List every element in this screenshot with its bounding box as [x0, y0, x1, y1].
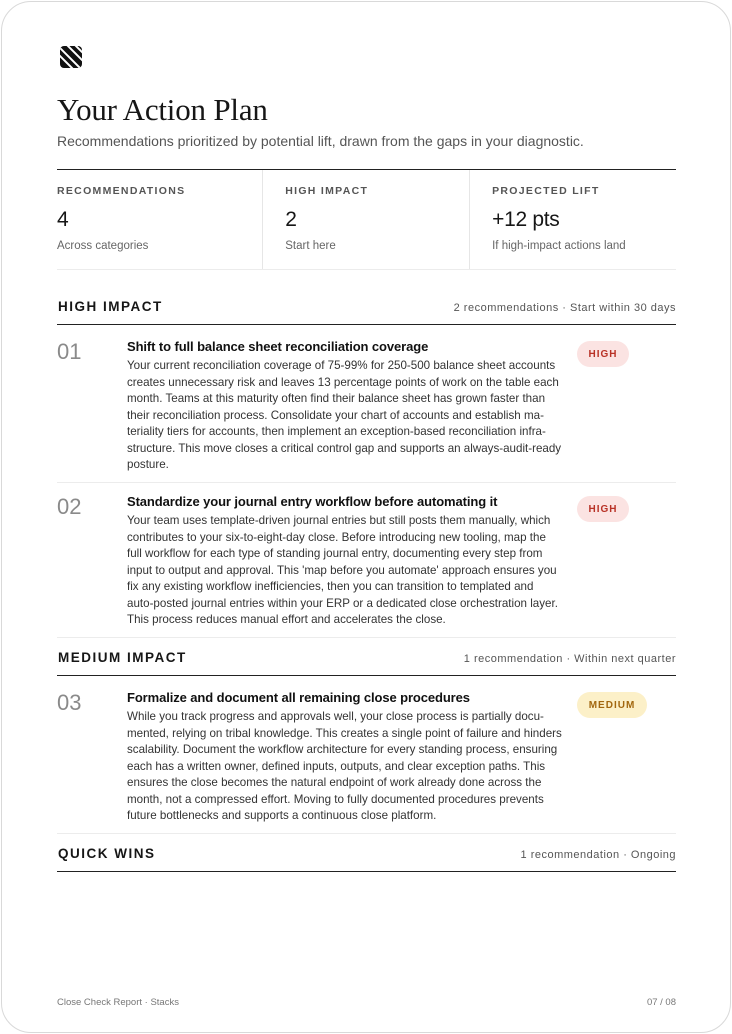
text-line: Your current reconciliation coverage of 75-99% for 250-500 balance sheet accounts	[127, 359, 556, 372]
text-line: creates unnecessary risk and leaves 13 percentage points of work on the table each	[127, 375, 559, 389]
section-divider	[57, 675, 676, 676]
section-header-high-impact	[57, 299, 676, 323]
recommendation-body	[127, 339, 564, 474]
footer-report-name: Close Check Report · Stacks	[57, 997, 179, 1008]
text-line: While you track progress and approvals well, your close process is partially docu-	[127, 710, 544, 723]
stat-high-impact	[262, 170, 469, 269]
stat-recommendations	[57, 170, 262, 269]
text-line: Your team uses template-driven journal entries but still posts them manually, which	[127, 514, 551, 527]
stat-value: +12 pts	[492, 208, 560, 231]
stat-value: 4	[57, 208, 69, 231]
text-line: input to output and approval. This 'map before you automate' approach ensures you	[127, 563, 557, 577]
section-meta: 2 recommendations · Start within 30 days	[453, 302, 676, 314]
priority-badge-high: HIGH	[577, 496, 629, 522]
text-line: their reconciliation process. Consolidate your chart of accounts and establish ma-	[127, 408, 544, 422]
text-line: month. Teams at this maturity often find their balance sheet has grown faster than	[127, 392, 546, 405]
footer-page-number: 07 / 08	[646, 997, 676, 1008]
recommendation-text	[127, 358, 564, 474]
stat-value: 2	[285, 208, 297, 231]
recommendation-number: 01	[57, 339, 82, 364]
section-title: HIGH IMPACT	[58, 299, 163, 314]
recommendation-body	[127, 494, 564, 629]
stat-label: PROJECTED LIFT	[492, 185, 600, 197]
text-line: future bottlenecks and supports a continuous close platform.	[127, 809, 437, 822]
text-line: ensures the close becomes the natural endpoint of work already done across the	[127, 776, 542, 789]
stat-label: HIGH IMPACT	[285, 185, 369, 197]
text-line: fix any existing workflow inefficiencies, then you can transition to templated and	[127, 580, 534, 593]
recommendation-number: 02	[57, 494, 82, 519]
text-line: mented, relying on tribal knowledge. This creates a single point of failure and hinders	[127, 726, 562, 740]
summary-stats	[57, 170, 676, 269]
text-line: auto-posted journal entries within your ERP or a dedicated close orchestration layer.	[127, 596, 558, 610]
recommendation-number: 03	[57, 690, 82, 715]
stat-note: If high-impact actions land	[492, 240, 626, 252]
section-meta: 1 recommendation · Ongoing	[520, 849, 676, 861]
recommendation-text	[127, 709, 564, 825]
recommendation-text	[127, 513, 564, 629]
report-page	[1, 1, 731, 1033]
stat-projected-lift	[469, 170, 676, 269]
stat-note: Across categories	[57, 240, 149, 252]
section-header-quick-wins	[57, 846, 676, 870]
recommendation-title: Shift to full balance sheet reconciliation coverage	[127, 339, 429, 354]
text-line: contributes to your six-to-eight-day close. Before introducing new tooling, map the	[127, 530, 546, 544]
recommendation-title: Standardize your journal entry workflow before automating it	[127, 494, 498, 509]
recommendation-title: Formalize and document all remaining close procedures	[127, 690, 470, 705]
page-subtitle: Recommendations prioritized by potential lift, drawn from the gaps in your diagnostic.	[57, 133, 584, 149]
text-line: structure. This move closes a critical control gap and supports an always-audit-ready	[127, 441, 562, 455]
item-divider	[57, 637, 676, 638]
stat-label: RECOMMENDATIONS	[57, 185, 186, 197]
section-meta: 1 recommendation · Within next quarter	[463, 653, 676, 665]
section-divider	[57, 871, 676, 872]
text-line: This process reduces manual effort and accelerates the close.	[127, 613, 446, 626]
priority-badge-medium: MEDIUM	[577, 692, 647, 718]
item-divider	[57, 482, 676, 483]
section-header-medium-impact	[57, 650, 676, 674]
section-title: QUICK WINS	[58, 846, 156, 861]
text-line: teriality tiers for accounts, then implement an exception-based reconciliation infra-	[127, 425, 546, 438]
recommendation-body	[127, 690, 564, 825]
text-line: each has a written owner, defined inputs, outputs, and clear exception paths. This	[127, 759, 546, 773]
priority-badge-high: HIGH	[577, 341, 629, 367]
item-divider	[57, 833, 676, 834]
text-line: scalability. Document the workflow architecture for every standing process, ensuring	[127, 743, 558, 756]
text-line: full workflow for each type of standing journal entry, documenting every step from	[127, 547, 543, 560]
text-line: month, not a compressed effort. Moving to fully documented procedures prevents	[127, 792, 544, 806]
text-line: posture.	[127, 458, 169, 471]
stats-divider	[57, 269, 676, 270]
stat-note: Start here	[285, 240, 336, 252]
section-divider	[57, 324, 676, 325]
page-title: Your Action Plan	[57, 92, 268, 127]
section-title: MEDIUM IMPACT	[58, 650, 187, 665]
stacks-logo-icon	[60, 46, 82, 68]
